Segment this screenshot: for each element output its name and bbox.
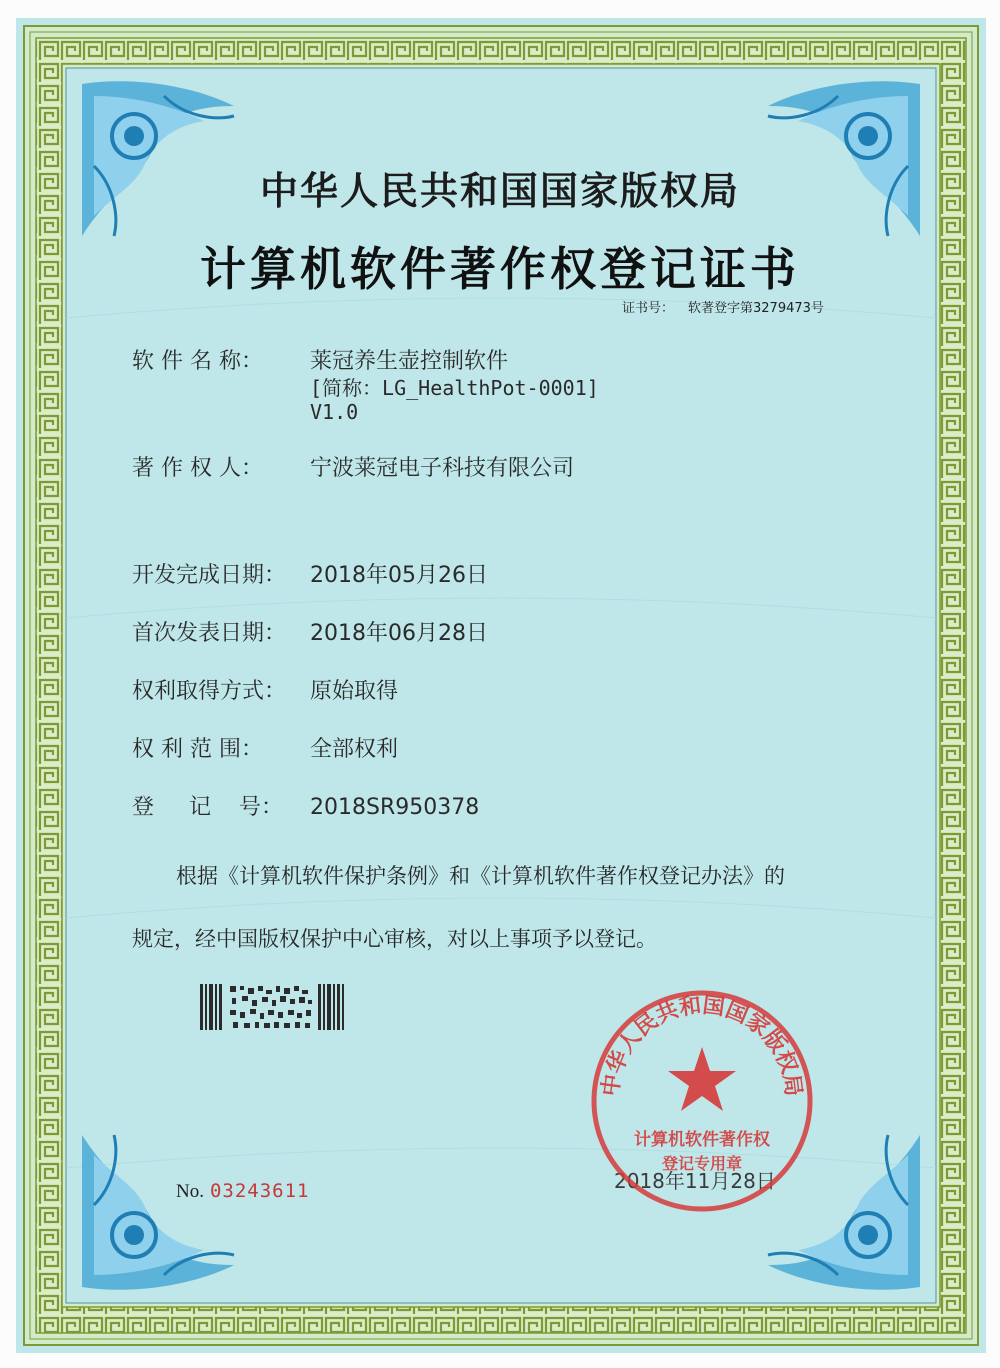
pub-date-label: 首次发表日期：: [132, 621, 287, 646]
reg-number-value: 2018SR950378: [310, 795, 480, 820]
dev-date-row: [132, 558, 488, 589]
acquire-row: [132, 674, 398, 705]
certificate-number: [622, 297, 824, 316]
statement-line-1: 根据《计算机软件保护条例》和《计算机软件著作权登记办法》的: [176, 864, 785, 888]
software-short-name: [简称：LG_HealthPot-0001]: [310, 376, 599, 400]
software-name-label: 软 件 名 称：: [132, 349, 263, 374]
serial-number-value: 03243611: [209, 1180, 310, 1202]
certificate-title: 计算机软件著作权登记证书: [200, 242, 800, 296]
dev-date-label: 开发完成日期：: [132, 563, 287, 588]
software-name-row: [132, 344, 508, 375]
barcode-icon: [200, 982, 345, 1032]
acquire-value: 原始取得: [310, 679, 399, 704]
statement-line-2: 规定，经中国版权保护中心审核，对以上事项予以登记。: [132, 927, 657, 951]
scope-label: 权 利 范 围：: [132, 737, 263, 762]
owner-row: [132, 451, 574, 482]
seal-inner-line-1: 计算机软件著作权: [634, 1130, 770, 1150]
software-name-value: 莱冠养生壶控制软件: [310, 349, 509, 374]
pub-date-row: [132, 616, 488, 647]
issuer-title: 中华人民共和国国家版权局: [259, 169, 740, 213]
dev-date-value: 2018年05月26日: [310, 563, 488, 588]
issue-date: 2018年11月28日: [614, 1169, 776, 1193]
official-seal-icon: [586, 985, 818, 1217]
scope-value: 全部权利: [310, 737, 399, 762]
scope-row: [132, 732, 398, 763]
certificate-number-value: 软著登字第3279473号: [688, 301, 824, 316]
serial-number: [176, 1180, 310, 1203]
pub-date-value: 2018年06月28日: [310, 621, 488, 646]
owner-value: 宁波莱冠电子科技有限公司: [310, 456, 575, 481]
certificate-number-label: 证书号：: [622, 301, 675, 316]
corner-ornament-bottom-left: [74, 1125, 244, 1295]
owner-label: 著 作 权 人：: [132, 456, 263, 481]
reg-number-row: [132, 790, 479, 821]
reg-number-label: 登 记 号：: [132, 795, 283, 820]
seal-inner-line-2: 登记专用章: [661, 1154, 743, 1173]
seal-ring-text: 中华人民共和国国家版权局: [598, 993, 806, 1098]
acquire-label: 权利取得方式：: [132, 679, 287, 704]
serial-number-label: No.: [176, 1181, 204, 1202]
software-version: V1.0: [310, 400, 359, 424]
